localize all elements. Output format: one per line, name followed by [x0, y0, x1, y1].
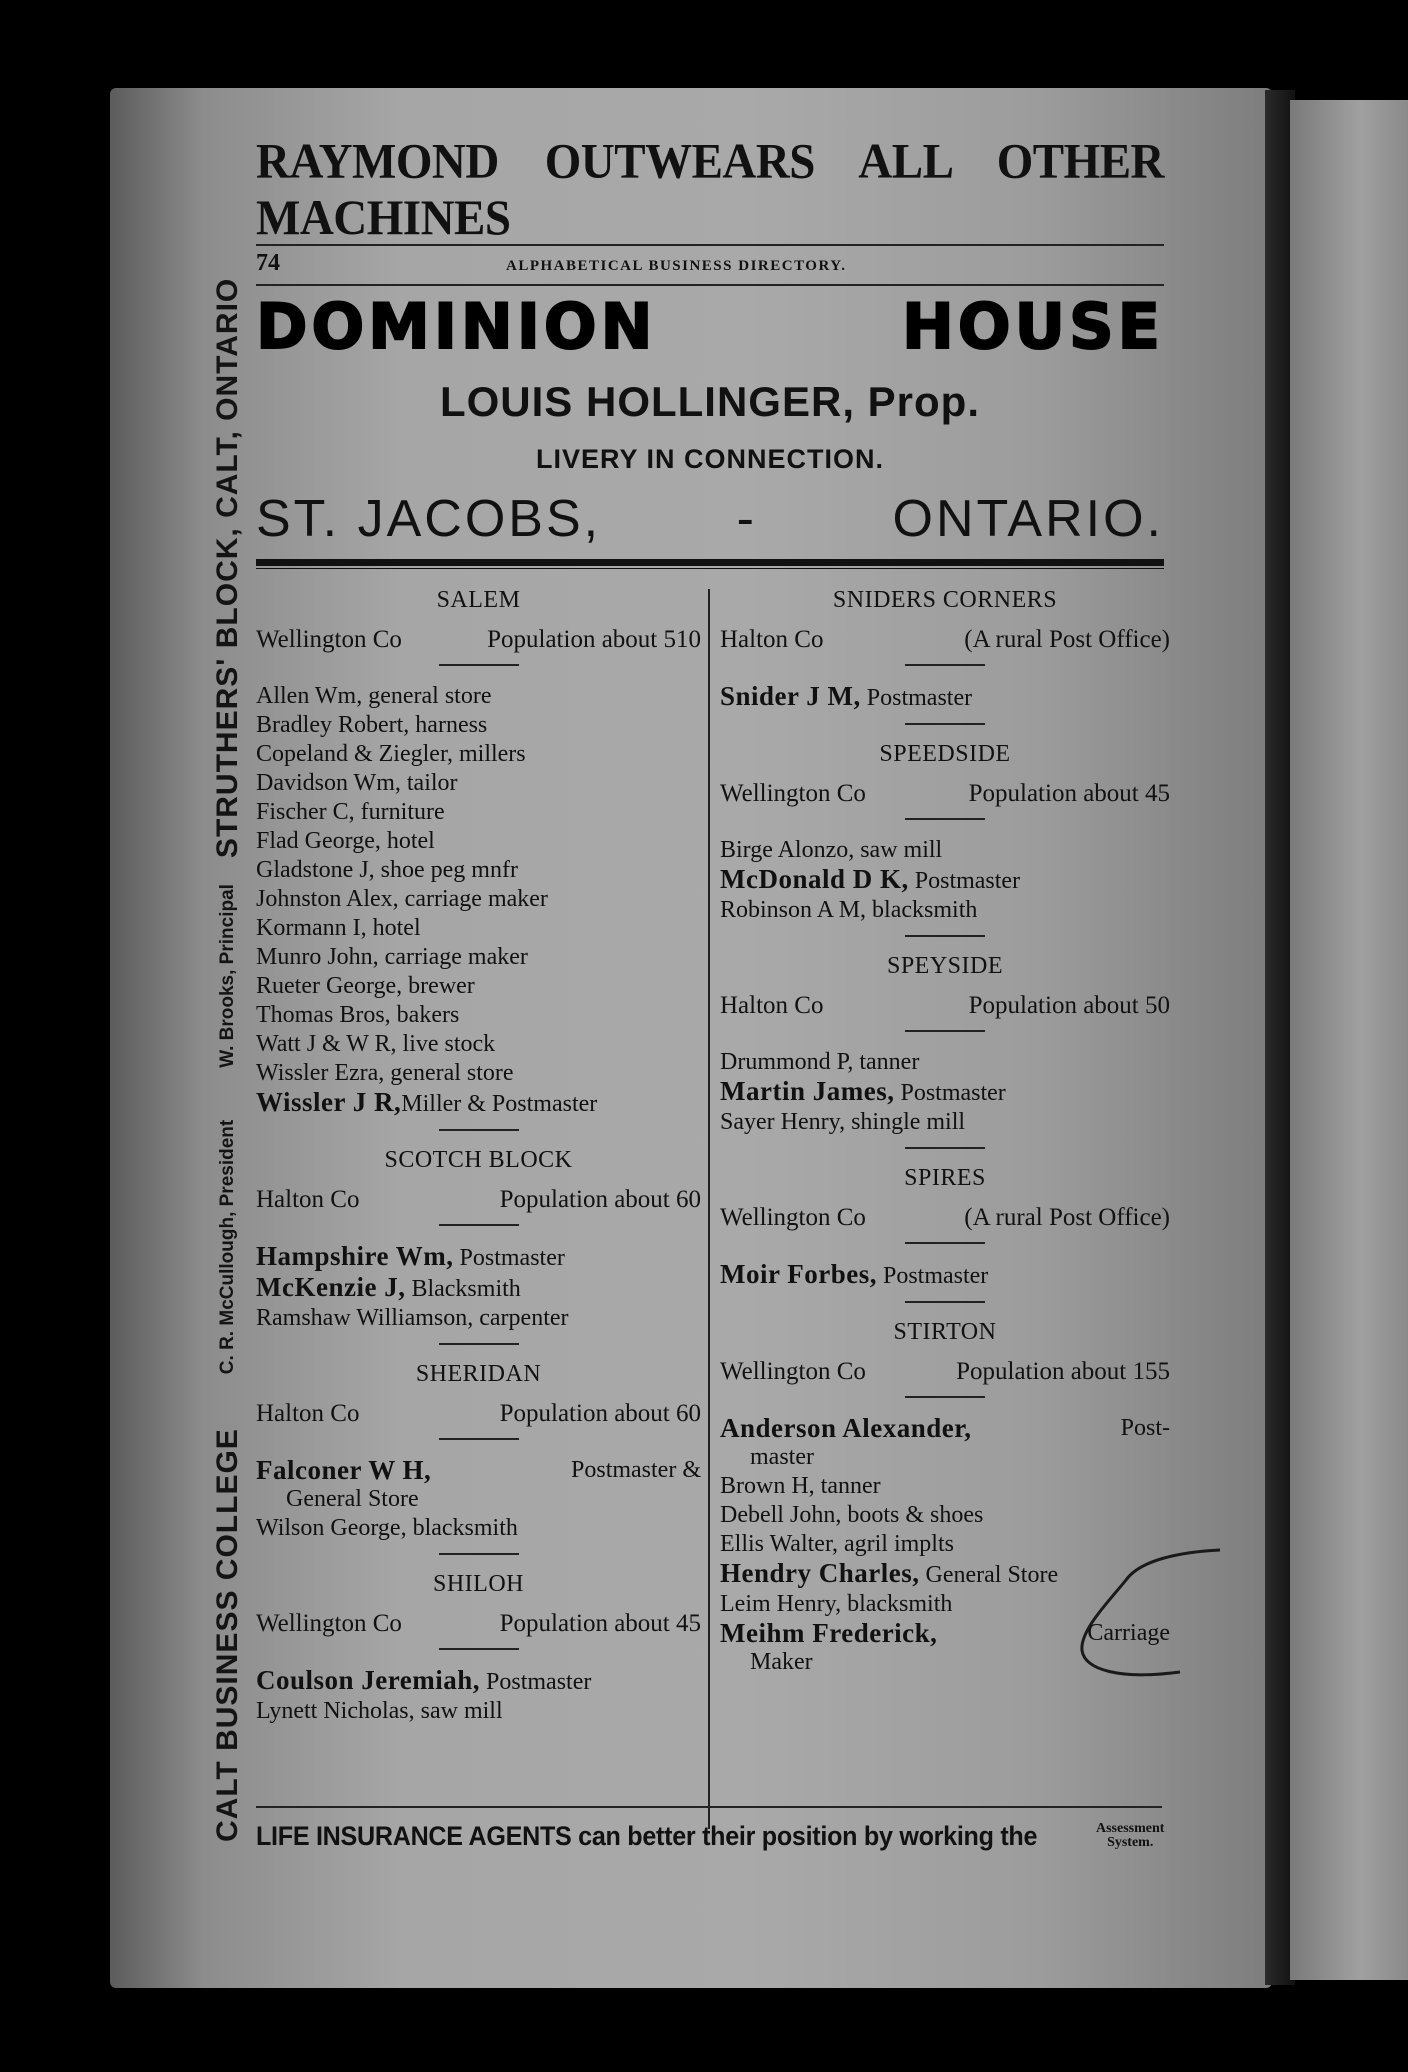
list-item: Birge Alonzo, saw mill [720, 837, 943, 863]
list-item: Johnston Alex, carriage maker [256, 886, 548, 912]
county-name: Halton Co [256, 1400, 360, 1427]
short-rule [905, 1147, 985, 1149]
list-item: Sayer Henry, shingle mill [720, 1109, 966, 1135]
short-rule [905, 1030, 985, 1032]
county-name: Wellington Co [720, 1358, 866, 1385]
list-item: Gladstone J, shoe peg mnfr [256, 857, 518, 883]
town-heading: SNIDERS CORNERS [832, 587, 1058, 613]
page-content [256, 134, 1170, 1839]
entry-name: Hampshire Wm, [256, 1241, 454, 1271]
county-name: Halton Co [720, 626, 824, 653]
town-county-line [256, 1186, 701, 1214]
town-heading: SHERIDAN [415, 1361, 542, 1387]
page-number: 74 [256, 250, 280, 276]
footer-ad-tail [1096, 1822, 1164, 1850]
population: Population about 45 [968, 780, 1170, 807]
entry-role: Postmaster [914, 868, 1021, 894]
hotel-name-right: HOUSE [902, 289, 1164, 363]
town-county-line [720, 780, 1170, 808]
list-item: Kormann I, hotel [256, 915, 421, 941]
section-rule [256, 559, 1164, 569]
list-item: Thomas Bros, bakers [256, 1002, 460, 1028]
population: Population about 155 [956, 1358, 1170, 1385]
list-item: Rueter George, brewer [256, 973, 475, 999]
list-item [720, 1619, 1170, 1648]
footer-advertisement [256, 1812, 1165, 1860]
side-ad-college: CALT BUSINESS COLLEGE [211, 1428, 244, 1842]
entry-name: McDonald D K, [720, 864, 909, 894]
short-rule [439, 1438, 519, 1440]
entry-role: Blacksmith [411, 1276, 521, 1302]
town-heading: SPIRES [904, 1165, 986, 1191]
entry-name: Falconer W H, [256, 1455, 432, 1485]
town-county-line [720, 992, 1170, 1020]
postmaster-entry [720, 1077, 1170, 1108]
town-heading: SPEYSIDE [886, 953, 1004, 979]
postmaster-entry [256, 1242, 701, 1273]
county-name: Wellington Co [256, 1610, 402, 1637]
side-ad-address: STRUTHERS' BLOCK, CALT, ONTARIO [211, 277, 244, 859]
entry-role: Post- [1120, 1415, 1170, 1441]
county-name: Wellington Co [720, 1204, 866, 1231]
list-item: Wilson George, blacksmith [256, 1515, 518, 1541]
hotel-province: ONTARIO. [892, 490, 1164, 548]
postmaster-entry [256, 1666, 701, 1697]
town-heading: SCOTCH BLOCK [384, 1147, 573, 1173]
town-heading: SALEM [436, 587, 521, 613]
top-banner: RAYMOND OUTWEARS ALL OTHER MACHINES [256, 134, 1164, 246]
list-item: Ellis Walter, agril implts [720, 1531, 954, 1557]
entry-continuation: Maker [750, 1649, 813, 1675]
footer-rule [256, 1806, 1162, 1808]
short-rule [905, 723, 985, 725]
list-item: Flad George, hotel [256, 828, 435, 854]
town-county-line [256, 1400, 701, 1428]
entry-role: Postmaster [900, 1080, 1006, 1106]
county-name: Wellington Co [720, 780, 866, 807]
hotel-advert-title [256, 289, 1164, 363]
postmaster-entry [256, 1456, 701, 1485]
list-item: Brown H, tanner [720, 1473, 881, 1499]
postmaster-entry [720, 1260, 1170, 1291]
side-ad-principal: W. Brooks, Principal [217, 884, 238, 1068]
entry-name: Meihm Frederick, [720, 1618, 938, 1648]
column-divider [708, 589, 710, 1829]
short-rule [439, 664, 519, 666]
population: Population about 60 [499, 1400, 701, 1427]
entry-continuation: master [750, 1444, 814, 1470]
list-item: Bradley Robert, harness [256, 712, 488, 738]
footer-ad-text: LIFE INSURANCE AGENTS can better their position by working the [256, 1820, 1038, 1851]
list-item: Davidson Wm, tailor [256, 770, 458, 796]
list-item: Copeland & Ziegler, millers [256, 741, 526, 767]
town-heading: SHILOH [433, 1571, 524, 1597]
short-rule [905, 1242, 985, 1244]
hotel-proprietor: LOUIS HOLLINGER, Prop. [439, 378, 980, 425]
short-rule [905, 664, 985, 666]
right-column [720, 577, 1170, 1677]
short-rule [439, 1129, 519, 1131]
directory-title: ALPHABETICAL BUSINESS DIRECTORY. [506, 258, 847, 274]
postmaster-entry [720, 865, 1170, 896]
entry-name: McKenzie J, [256, 1272, 406, 1302]
hotel-name-left: DOMINION [256, 289, 657, 363]
postmaster-entry [720, 1414, 1170, 1443]
population: Population about 60 [499, 1186, 701, 1213]
town-heading: STIRTON [893, 1319, 997, 1345]
population: Population about 510 [487, 626, 701, 653]
list-item: Lynett Nicholas, saw mill [256, 1698, 503, 1724]
running-header [256, 246, 1164, 286]
list-item: Robinson A M, blacksmith [720, 897, 978, 923]
population: Population about 45 [499, 1610, 701, 1637]
town-county-line [256, 626, 701, 654]
entry-role: Postmaster [459, 1245, 565, 1271]
short-rule [439, 1343, 519, 1345]
town-county-line [720, 1358, 1170, 1386]
list-item: Munro John, carriage maker [256, 944, 528, 970]
entry-role: Miller & Postmaster [401, 1091, 598, 1117]
county-name: Wellington Co [256, 626, 402, 653]
short-rule [905, 1301, 985, 1303]
hotel-livery: LIVERY IN CONNECTION. [535, 444, 885, 474]
hotel-dash: - [736, 490, 757, 548]
town-county-line [256, 1610, 701, 1638]
list-item: Debell John, boots & shoes [720, 1502, 984, 1528]
entry-name: Coulson Jeremiah, [256, 1665, 481, 1695]
town-county-line [720, 1204, 1170, 1232]
list-item: Watt J & W R, live stock [256, 1031, 496, 1057]
short-rule [905, 1396, 985, 1398]
entry-name: Hendry Charles, [720, 1558, 920, 1588]
left-column [256, 577, 701, 1726]
population: Population about 50 [968, 992, 1170, 1019]
list-item: Drummond P, tanner [720, 1049, 920, 1075]
hotel-town: ST. JACOBS, [256, 490, 602, 548]
entry-role: Carriage [1087, 1620, 1170, 1646]
list-item: Ramshaw Williamson, carpenter [256, 1305, 569, 1331]
directory-columns [256, 577, 1170, 1839]
short-rule [905, 818, 985, 820]
entry-role: General Store [925, 1562, 1059, 1588]
population: (A rural Post Office) [964, 1204, 1170, 1231]
entry-name: Wissler J R, [256, 1087, 402, 1117]
county-name: Halton Co [256, 1186, 360, 1213]
town-heading: SPEEDSIDE [879, 741, 1011, 767]
entry-role: Postmaster [882, 1263, 989, 1289]
population: (A rural Post Office) [964, 626, 1170, 653]
side-advertisement [206, 132, 250, 1842]
entry-role: Postmaster [486, 1669, 592, 1695]
entry-role: Postmaster & [571, 1457, 701, 1483]
town-county-line [720, 626, 1170, 654]
footer-tail-line1: Assessment [1095, 1821, 1165, 1836]
side-ad-president: C. R. McCullough, President [217, 1119, 238, 1375]
list-item: Fischer C, furniture [256, 799, 445, 825]
entry-name: Moir Forbes, [720, 1259, 877, 1289]
list-item: Wissler Ezra, general store [256, 1060, 514, 1086]
entry-name: Martin James, [720, 1076, 895, 1106]
adjacent-page-edge [1290, 100, 1408, 1980]
short-rule [439, 1648, 519, 1650]
entry-name: Snider J M, [720, 681, 861, 711]
short-rule [439, 1224, 519, 1226]
county-name: Halton Co [720, 992, 824, 1019]
short-rule [905, 935, 985, 937]
list-item [256, 1273, 701, 1304]
short-rule [439, 1553, 519, 1555]
entry-role: Postmaster [866, 685, 973, 711]
list-item: Allen Wm, general store [256, 683, 492, 709]
entry-continuation: General Store [286, 1486, 419, 1512]
entry-name: Anderson Alexander, [720, 1413, 972, 1443]
footer-tail-line2: System. [1107, 1835, 1154, 1850]
postmaster-entry [720, 682, 1170, 713]
postmaster-entry [256, 1088, 701, 1119]
list-item [720, 1559, 1170, 1590]
hotel-location [256, 489, 1164, 549]
list-item: Leim Henry, blacksmith [720, 1591, 953, 1617]
